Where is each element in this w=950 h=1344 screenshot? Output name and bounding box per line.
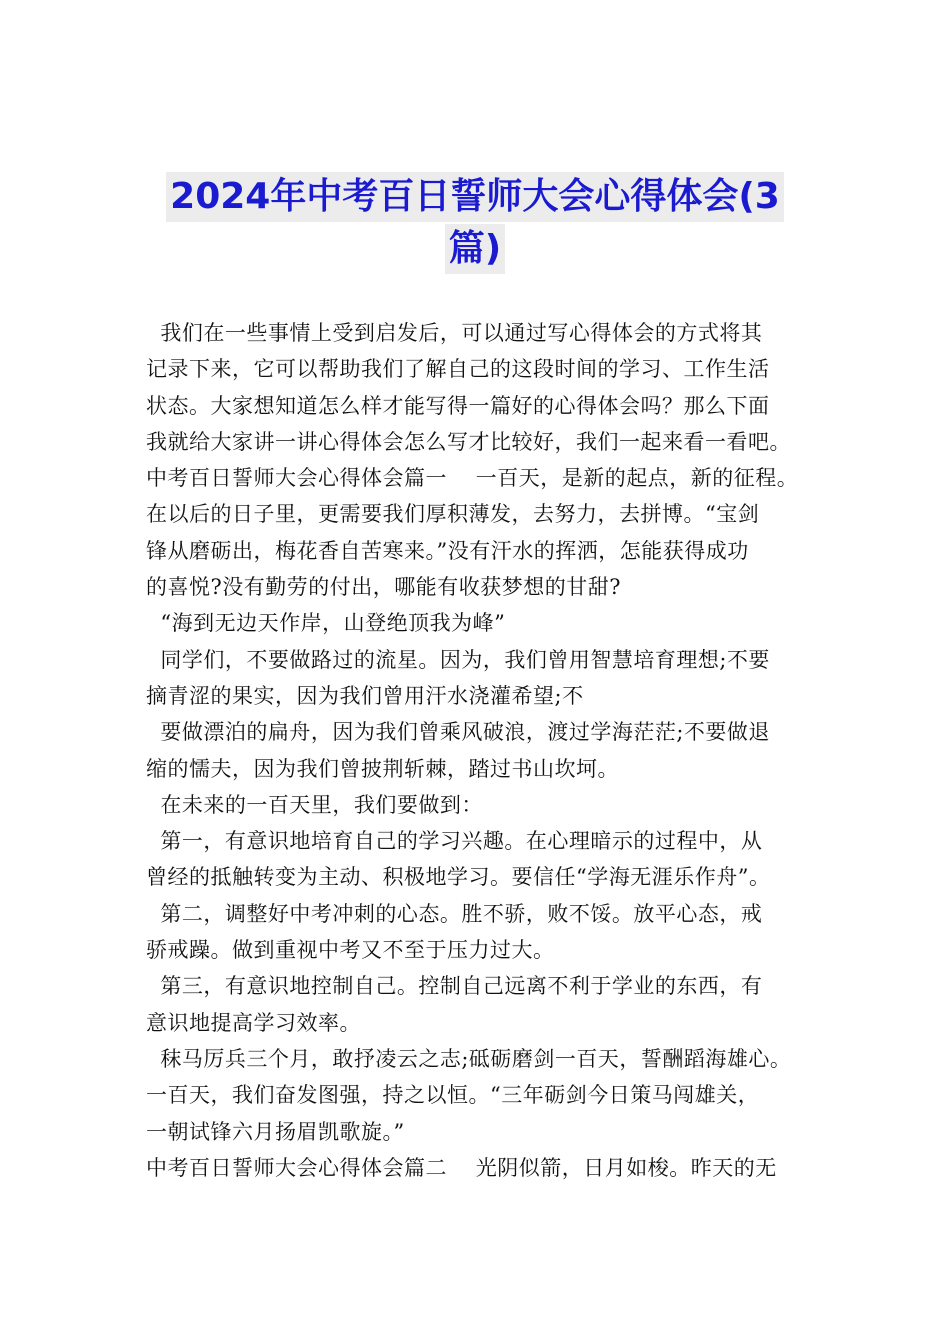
document-body — [146, 315, 816, 1186]
body-line: 锋从磨砺出，梅花香自苦寒来。”没有汗水的挥洒，怎能获得成功 — [146, 538, 749, 563]
body-line: 秣马厉兵三个月，敢抒凌云之志;砥砺磨剑一百天，誓酬蹈海雄心。 — [146, 1046, 792, 1071]
title-line-2: 篇) — [445, 224, 505, 274]
body-line: 状态。大家想知道怎么样才能写得一篇好的心得体会吗？那么下面 — [146, 393, 770, 418]
body-line: 我们在一些事情上受到启发后，可以通过写心得体会的方式将其 — [146, 321, 763, 345]
body-line: 记录下来，它可以帮助我们了解自己的这段时间的学习、工作生活 — [146, 357, 770, 382]
document-title — [0, 172, 950, 274]
body-line: 曾经的抵触转变为主动、积极地学习。要信任“学海无涯乐作舟”。 — [146, 865, 771, 890]
body-line: 我就给大家讲一讲心得体会怎么写才比较好，我们一起来看一看吧。 — [146, 429, 791, 454]
body-line: 要做漂泊的扁舟，因为我们曾乘风破浪，渡过学海茫茫;不要做退 — [146, 720, 770, 745]
body-line: 第三，有意识地控制自己。控制自己远离不利于学业的东西，有 — [146, 974, 763, 999]
body-line: 第二，调整好中考冲刺的心态。胜不骄，败不馁。放平心态，戒 — [146, 901, 763, 926]
body-line: 缩的懦夫，因为我们曾披荆斩棘，踏过书山坎坷。 — [146, 756, 619, 781]
body-line: 在未来的一百天里，我们要做到： — [146, 792, 483, 817]
body-line: 一百天，我们奋发图强，持之以恒。“三年砺剑今日策马闯雄关， — [146, 1083, 760, 1108]
body-line: 中考百日誓师大会心得体会篇二 光阴似箭，日月如梭。昨天的无 — [146, 1155, 777, 1180]
body-line: 同学们，不要做路过的流星。因为，我们曾用智慧培育理想;不要 — [146, 647, 770, 672]
body-line: “海到无边天作岸，山登绝顶我为峰” — [146, 611, 506, 636]
body-line: 摘青涩的果实，因为我们曾用汗水浇灌希望;不 — [146, 683, 584, 708]
body-line: 在以后的日子里，更需要我们厚积薄发，去努力，去拼博。“宝剑 — [146, 502, 760, 527]
title-line-1: 2024年中考百日誓师大会心得体会(3 — [166, 172, 784, 222]
body-line: 骄戒躁。做到重视中考又不至于压力过大。 — [146, 938, 555, 963]
body-line: 中考百日誓师大会心得体会篇一 一百天，是新的起点，新的征程。 — [146, 466, 799, 491]
body-line: 一朝试锋六月扬眉凯歌旋。” — [146, 1119, 405, 1144]
body-line: 意识地提高学习效率。 — [146, 1010, 361, 1035]
body-line: 第一，有意识地培育自己的学习兴趣。在心理暗示的过程中，从 — [146, 829, 763, 854]
body-line: 的喜悦?没有勤劳的付出，哪能有收获梦想的甘甜? — [146, 575, 622, 600]
